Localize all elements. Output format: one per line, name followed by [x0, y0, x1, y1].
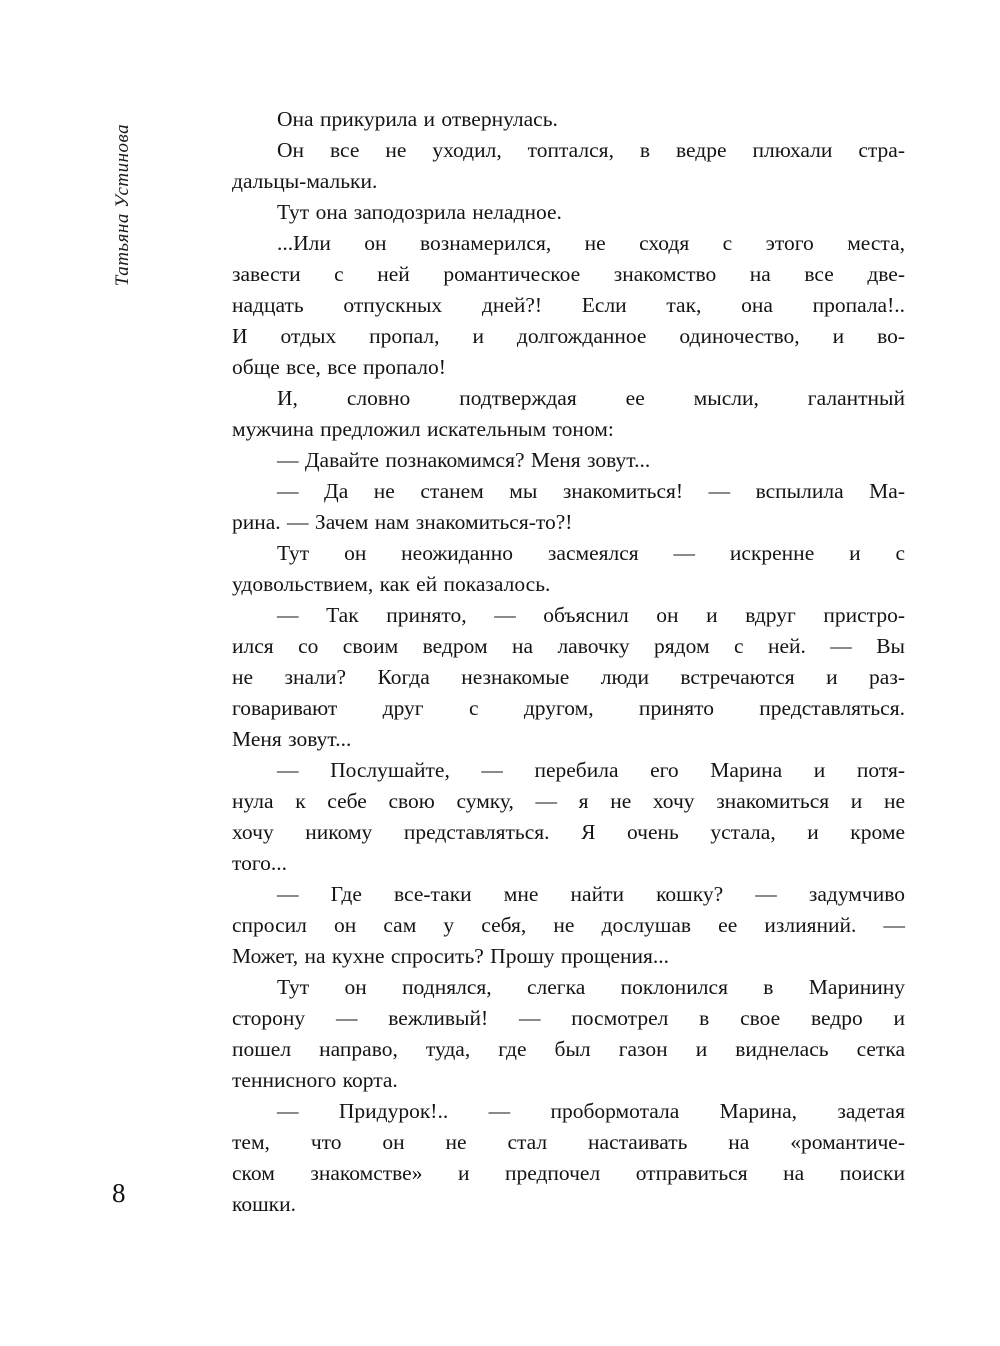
text-line: кошки.: [232, 1192, 296, 1216]
text-line: надцать отпускных дней?! Если так, она пропала!..: [232, 293, 905, 317]
text-line: тем, что он не стал настаивать на «романтиче-: [232, 1130, 905, 1154]
text-line: обще все, все пропало!: [232, 355, 446, 379]
text-line: не знали? Когда незнакомые люди встречаются и раз-: [232, 665, 905, 689]
text-line: — Где все-таки мне найти кошку? — задумчиво: [277, 882, 905, 906]
text-line: Меня зовут...: [232, 727, 352, 751]
text-line: мужчина предложил искательным тоном:: [232, 417, 614, 441]
text-line: И, словно подтверждая ее мысли, галантный: [277, 386, 905, 410]
text-line: — Так принято, — объяснил он и вдруг пристро-: [277, 603, 905, 627]
text-line: удовольствием, как ей показалось.: [232, 572, 551, 596]
text-line: завести с ней романтическое знакомство на все две-: [232, 262, 905, 286]
page-number: 8: [112, 1178, 126, 1208]
text-line: — Придурок!.. — пробормотала Марина, задетая: [277, 1099, 905, 1123]
text-line: Тут она заподозрила неладное.: [277, 200, 562, 224]
text-line: — Да не станем мы знакомиться! — вспылила Ма-: [277, 479, 905, 503]
text-line: Она прикурила и отвернулась.: [277, 107, 558, 131]
text-line: Тут он поднялся, слегка поклонился в Маринину: [277, 975, 905, 999]
text-line: дальцы-мальки.: [232, 169, 378, 193]
text-line: пошел направо, туда, где был газон и виднелась сетка: [232, 1037, 905, 1061]
text-line: хочу никому представляться. Я очень устала, и кроме: [232, 820, 905, 844]
text-line: ском знакомстве» и предпочел отправиться на поиски: [232, 1161, 905, 1185]
text-line: нула к себе свою сумку, — я не хочу знакомиться и не: [232, 789, 905, 813]
text-line: Он все не уходил, топтался, в ведре плюхали стра-: [277, 138, 905, 162]
author-name-vertical: Татьяна Устинова: [112, 123, 133, 287]
body-text: [232, 104, 905, 1220]
text-line: — Давайте познакомимся? Меня зовут...: [277, 448, 651, 472]
text-line: сторону — вежливый! — посмотрел в свое ведро и: [232, 1006, 905, 1030]
text-line: — Послушайте, — перебила его Марина и потя-: [277, 758, 905, 782]
text-line: спросил он сам у себя, не дослушав ее излияний. —: [232, 913, 905, 937]
text-line: теннисного корта.: [232, 1068, 398, 1092]
text-line: рина. — Зачем нам знакомиться-то?!: [232, 510, 573, 534]
text-line: И отдых пропал, и долгожданное одиночество, и во-: [232, 324, 905, 348]
text-line: Тут он неожиданно засмеялся — искренне и с: [277, 541, 905, 565]
text-line: говаривают друг с другом, принято представляться.: [232, 696, 905, 720]
text-line: ...Или он вознамерился, не сходя с этого места,: [277, 231, 905, 255]
text-line: того...: [232, 851, 288, 875]
text-line: ился со своим ведром на лавочку рядом с ней. — Вы: [232, 634, 905, 658]
text-line: Может, на кухне спросить? Прошу прощения...: [232, 944, 670, 968]
